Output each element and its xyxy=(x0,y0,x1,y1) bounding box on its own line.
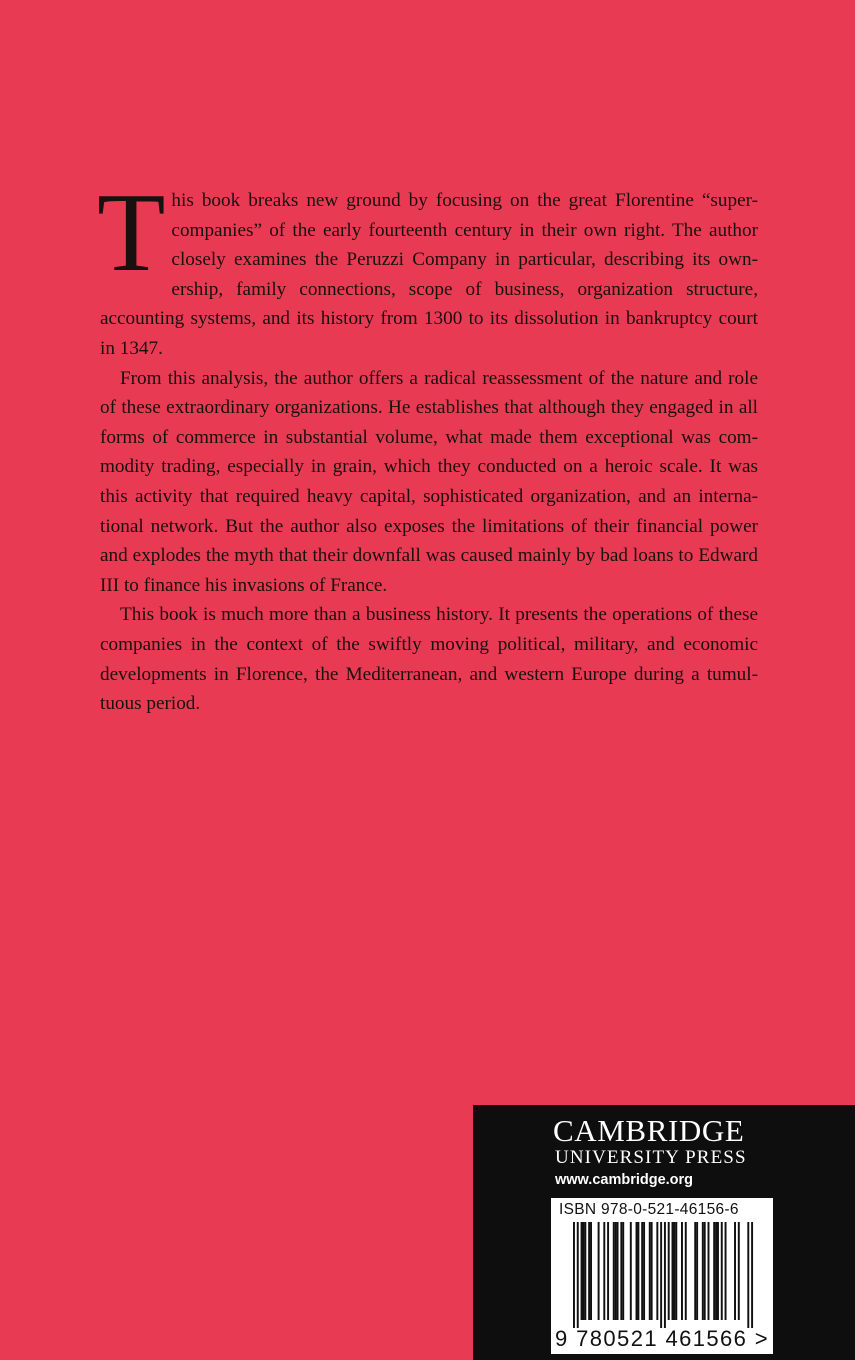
isbn-label: ISBN 978-0-521-46156-6 xyxy=(559,1201,739,1218)
barcode-bar xyxy=(713,1222,715,1320)
barcode-bar xyxy=(607,1222,609,1320)
barcode-bar xyxy=(751,1222,753,1328)
barcode-bar xyxy=(582,1222,584,1320)
barcode-bar xyxy=(668,1222,670,1320)
ean-digits: 9 780521 461566 > xyxy=(555,1326,770,1351)
publisher-box xyxy=(473,1105,855,1360)
barcode-bar xyxy=(715,1222,717,1320)
barcode-bar xyxy=(630,1222,632,1320)
barcode-bar xyxy=(717,1222,719,1320)
barcode-bar xyxy=(577,1222,579,1328)
barcode-bar xyxy=(615,1222,617,1320)
barcode-bar xyxy=(620,1222,622,1320)
barcode-bar xyxy=(704,1222,706,1320)
barcode-bar xyxy=(725,1222,727,1320)
barcode-bar xyxy=(590,1222,592,1320)
drop-cap: T xyxy=(97,171,166,295)
barcode-bar xyxy=(664,1222,666,1328)
barcode-bar xyxy=(588,1222,590,1320)
barcode-bar xyxy=(584,1222,586,1320)
barcode-bar xyxy=(643,1222,645,1320)
barcode-bar xyxy=(696,1222,698,1320)
barcode-icon xyxy=(559,1222,765,1328)
barcode-bar xyxy=(673,1222,675,1320)
barcode-bar xyxy=(637,1222,639,1320)
barcode-bar xyxy=(747,1222,749,1328)
barcode-panel xyxy=(551,1198,773,1354)
blurb-paragraph-3: This book is much more than a business history. It presents the operations of these companies in the context of the swiftly moving political, military, and economic developments in Florence, the Mediterranean, and western Europe during a tumultuous period. xyxy=(100,604,758,715)
publisher-name: CAMBRIDGE xyxy=(553,1113,745,1148)
barcode-bar xyxy=(636,1222,638,1320)
barcode-bar xyxy=(622,1222,624,1320)
blurb-paragraph-1 xyxy=(97,171,758,364)
blurb-paragraph-1-text: his book breaks new ground by focusing on the great Florentine “super-companies” of the early fourteenth century in their own right. The author closely examines the Peruzzi Company in particular, describing its ownership, family connections, scope of business, organization structure, accounting systems, and its history from 1300 to its dissolution in bankruptcy court in 1347. xyxy=(100,190,758,359)
barcode-bar xyxy=(649,1222,651,1320)
publisher-subtitle: UNIVERSITY PRESS xyxy=(555,1147,747,1168)
barcode-bar xyxy=(675,1222,677,1320)
barcode-bar xyxy=(681,1222,683,1320)
barcode-bar xyxy=(598,1222,600,1320)
barcode-bar xyxy=(603,1222,605,1320)
barcode-bar xyxy=(651,1222,653,1320)
barcode-bar xyxy=(656,1222,658,1320)
barcode-bar xyxy=(708,1222,710,1320)
barcode-bar xyxy=(617,1222,619,1320)
barcode-bar xyxy=(738,1222,740,1320)
barcode-bar xyxy=(613,1222,615,1320)
barcode-bar xyxy=(721,1222,723,1320)
barcode-bar xyxy=(672,1222,674,1320)
barcode-bar xyxy=(694,1222,696,1320)
barcode-bar xyxy=(641,1222,643,1320)
barcode-bar xyxy=(660,1222,662,1328)
blurb xyxy=(97,171,758,719)
barcode-bar xyxy=(573,1222,575,1328)
barcode-bar xyxy=(685,1222,687,1320)
barcode-bar xyxy=(581,1222,583,1320)
blurb-paragraph-2: From this analysis, the author offers a radical reassessment of the nature and role of these extraordinary organizations. He establishes that although they engaged in all forms of commerce in substantial volume, what made them exceptional was commodity trading, especially in grain, which they conducted on a heroic scale. It was this activity that required heavy capital, sophisticated organization, and an international network. But the author also exposes the limitations of their financial power and explodes the myth that their downfall was caused mainly by bad loans to Edward III to finance his invasions of France. xyxy=(100,367,758,596)
barcode-bar xyxy=(734,1222,736,1320)
barcode-bar xyxy=(702,1222,704,1320)
publisher-url[interactable]: www.cambridge.org xyxy=(555,1172,694,1188)
